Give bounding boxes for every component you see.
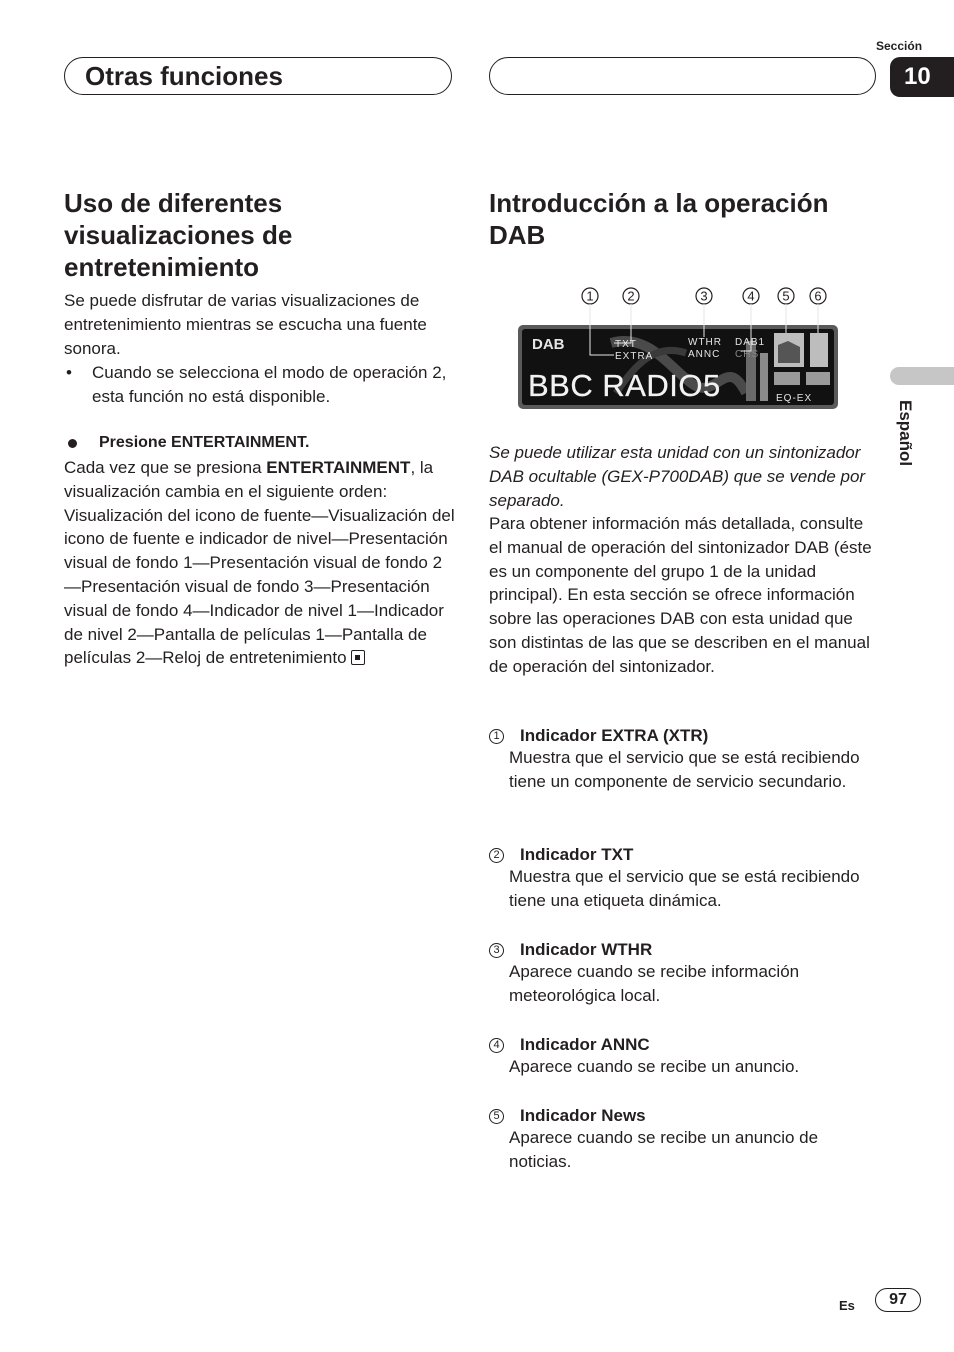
list-icon bbox=[774, 372, 800, 385]
footer-lang-code: Es bbox=[839, 1298, 855, 1313]
left-note-text: Cuando se selecciona el modo de operación 2, esta función no está disponible. bbox=[92, 363, 447, 406]
indicator-2-title: Indicador TXT bbox=[520, 845, 634, 864]
empty-header-pill bbox=[489, 57, 876, 95]
indicator-1-title: Indicador EXTRA (XTR) bbox=[520, 726, 709, 745]
indicator-1-number: 1 bbox=[489, 729, 504, 744]
txt-indicator: TXT bbox=[615, 339, 637, 350]
indicator-3-number: 3 bbox=[489, 943, 504, 958]
right-body: Para obtener información más detallada, consulte el manual de operación del sintonizador DAB (éste es un componente del grupo 1 de la unidad principal). En esta sección se ofrece información sobre las operaciones DAB con esta unidad que son distintas de las que se describen en el manual de operación del sintonizador. bbox=[489, 514, 872, 676]
right-italic-note: Se puede utilizar esta unidad con un sintonizador DAB ocultable (GEX-P700DAB) que se vende por separado. bbox=[489, 443, 866, 510]
car-icon bbox=[806, 372, 830, 385]
indicator-3-title: Indicador WTHR bbox=[520, 940, 653, 959]
extra-indicator: EXTRA bbox=[615, 351, 654, 362]
indicator-2-desc: Muestra que el servicio que se está recibiendo tiene una etiqueta dinámica. bbox=[509, 867, 860, 910]
indicator-1 bbox=[489, 726, 881, 794]
end-mark-icon bbox=[351, 650, 365, 665]
left-body-prefix: Cada vez que se presiona bbox=[64, 458, 267, 477]
level-icon bbox=[810, 333, 828, 367]
left-note bbox=[64, 361, 456, 409]
step-bullet-icon bbox=[68, 439, 77, 448]
indicator-5 bbox=[489, 1106, 881, 1174]
indicator-5-number: 5 bbox=[489, 1109, 504, 1124]
page-number-badge bbox=[875, 1288, 921, 1312]
page-number: 97 bbox=[889, 1291, 907, 1308]
left-body bbox=[64, 456, 456, 670]
indicator-2-number: 2 bbox=[489, 848, 504, 863]
indicator-4-desc: Aparece cuando se recibe un anuncio. bbox=[509, 1057, 800, 1076]
language-tab-label: Español bbox=[896, 400, 915, 467]
callout-4-label: 4 bbox=[747, 288, 755, 304]
chapter-title: Otras funciones bbox=[85, 60, 283, 91]
bullet-glyph: • bbox=[66, 363, 72, 382]
left-heading: Uso de diferentes visualizaciones de entretenimiento bbox=[64, 188, 293, 282]
indicator-5-title: Indicador News bbox=[520, 1106, 646, 1125]
band-indicator: DAB1 bbox=[735, 337, 766, 348]
callout-3-label: 3 bbox=[700, 288, 708, 304]
chs-indicator: CHS bbox=[735, 349, 760, 360]
indicator-4-title: Indicador ANNC bbox=[520, 1035, 650, 1054]
language-tab-marker bbox=[890, 367, 954, 385]
indicator-1-desc: Muestra que el servicio que se está recibiendo tiene un componente de servicio secundario. bbox=[509, 748, 860, 791]
source-label: DAB bbox=[532, 336, 565, 353]
left-intro: Se puede disfrutar de varias visualizaciones de entretenimiento mientras se escucha una fuente sonora. bbox=[64, 291, 427, 358]
section-number-badge bbox=[890, 57, 954, 97]
step-text: Presione ENTERTAINMENT. bbox=[99, 434, 310, 451]
indicator-3 bbox=[489, 940, 881, 1008]
left-body-rest: , la visualización cambia en el siguiente orden: Visualización del icono de fuente—Visualización del icono de fuente e indicador de nivel—Presentación visual de fondo 1—Presentación visual de fondo 2—Presentación visual de fondo 3—Presentación visual de fondo 4—Indicador de nivel 1—Indicador de nivel 2—Pantalla de películas 1—Pantalla de películas 2—Reloj de entretenimiento bbox=[64, 458, 455, 668]
annc-indicator: ANNC bbox=[688, 349, 721, 360]
section-number: 10 bbox=[904, 63, 931, 90]
left-body-bold: ENTERTAINMENT bbox=[266, 458, 411, 477]
indicator-5-desc: Aparece cuando se recibe un anuncio de noticias. bbox=[509, 1128, 819, 1171]
indicator-4-number: 4 bbox=[489, 1038, 504, 1053]
indicator-2 bbox=[489, 845, 881, 913]
indicator-3-desc: Aparece cuando se recibe información meteorológica local. bbox=[509, 962, 800, 1005]
section-label: Sección bbox=[876, 39, 923, 53]
wthr-indicator: WTHR bbox=[688, 337, 722, 348]
chapter-title-pill bbox=[64, 57, 452, 95]
callout-6-label: 6 bbox=[814, 288, 822, 304]
right-heading: Introducción a la operación DAB bbox=[489, 188, 829, 250]
callout-1-label: 1 bbox=[586, 288, 594, 304]
indicator-4 bbox=[489, 1035, 881, 1079]
callout-2-label: 2 bbox=[627, 288, 635, 304]
eq-indicator: EQ-EX bbox=[776, 393, 813, 404]
station-name: BBC RADIO5 bbox=[528, 368, 721, 403]
dab-display-illustration bbox=[516, 283, 842, 411]
step-instruction bbox=[64, 434, 456, 452]
callout-5-label: 5 bbox=[782, 288, 790, 304]
